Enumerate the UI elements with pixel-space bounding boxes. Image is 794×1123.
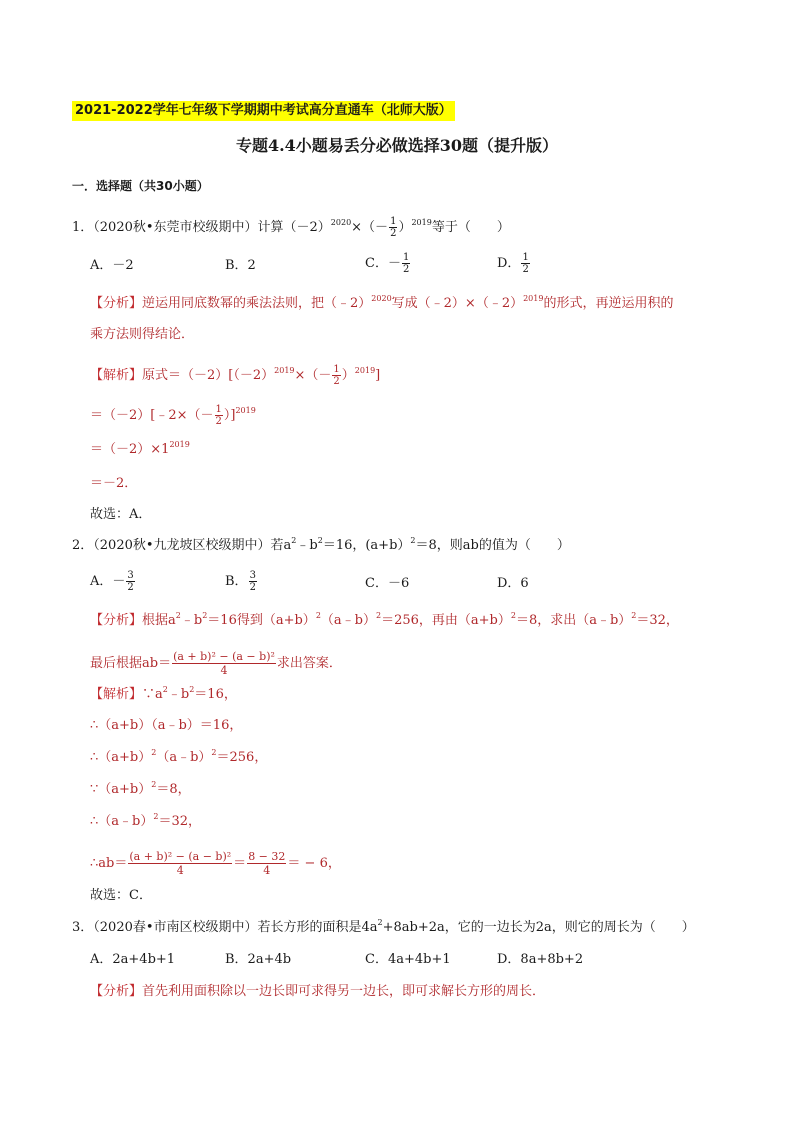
section-heading: 一．选择题（共30小题） bbox=[72, 179, 209, 193]
q3-stem: 3．（2020春•市南区校级期中）若长方形的面积是$4a^2+8ab+2a$，它的一边长为2a，则它的周长为（ ） bbox=[72, 918, 695, 935]
q2-solution-step3: $\therefore(a+b)^2(a﹣b)^2=256$， bbox=[90, 748, 268, 765]
q2-analysis-line2: 最后根据ab＝ $\frac{\text{(a + b)² − (a − b)²}}{4}$ 求出答案． bbox=[90, 650, 342, 677]
q1-option-a: A．－2 bbox=[90, 258, 134, 273]
q1-stem: 1．（2020秋•东莞市校级期中）计算$(-2)^{2020}\times(-$ $\frac{1}{2}$ ）$^{2019}$等于（ ） bbox=[72, 216, 510, 239]
q2-analysis: 【分析】根据$a^2﹣b^2=16$得到$(a+b)^2(a﹣b)^2=256$，再由$(a+b)^2=8$，求出（a﹣b）$^2$＝32， bbox=[90, 611, 679, 628]
q1-analysis-line2: 乘方法则得结论． bbox=[90, 327, 195, 342]
q2-option-c: C．－6 bbox=[365, 576, 410, 591]
q1-options bbox=[90, 252, 690, 282]
q1-analysis: 【分析】逆运用同底数幂的乘法法则，把（﹣2）$^{2020}$写成（﹣2）×（﹣2）$^{2019}$的形式，再逆运用积的 bbox=[90, 294, 674, 311]
q1-option-b: B．2 bbox=[225, 258, 256, 273]
q2-solution-step6: ∴ab＝ $\frac{\text{(a + b)² − (a − b)²}}{4}$ ＝ $\frac{8 - 32}{4}$ ＝ − 6， bbox=[90, 850, 341, 877]
q1-solution-step3: $=(-2)\times 1^{2019}$ bbox=[90, 440, 190, 457]
q2-solution-step2: ∴（a+b）（a﹣b）＝16， bbox=[90, 718, 243, 733]
series-banner: 2021-2022学年七年级下学期期中考试高分直通车（北师大版） bbox=[72, 101, 455, 121]
q2-answer: 故选：C． bbox=[90, 888, 152, 903]
q2-option-d: D．6 bbox=[497, 576, 529, 591]
q3-analysis: 【分析】首先利用面积除以一边长即可求得另一边长，即可求解长方形的周长． bbox=[90, 984, 546, 999]
q2-options bbox=[90, 570, 690, 600]
q1-answer: 故选：A． bbox=[90, 507, 152, 522]
page-title: 专题4.4小题易丢分必做选择30题（提升版） bbox=[235, 136, 559, 155]
q2-solution-step5: ∴（a﹣b）$^2$＝32， bbox=[90, 812, 201, 829]
q2-stem: 2．（2020秋•九龙坡区校级期中）若$a^2﹣b^2=16$，(a+b）$^2$＝8，则ab的值为（ ） bbox=[72, 536, 570, 553]
q3-option-c: C．4a+4b+1 bbox=[365, 952, 451, 967]
q1-solution-step2: ＝（－2）[﹣2×（－ $\frac{1}{2}$ ）]$^{2019}$ bbox=[90, 404, 256, 427]
q3-option-d: D．8a+8b+2 bbox=[497, 952, 584, 967]
q2-option-a: A．－ $\frac{3}{2}$ bbox=[90, 570, 134, 593]
q2-solution-step1: 【解析】$\because a^2﹣b^2=16$， bbox=[90, 685, 237, 702]
q2-solution-step4: $\because(a+b)^2=8$， bbox=[90, 780, 191, 797]
q1-option-c: C．－ $\frac{1}{2}$ bbox=[365, 252, 410, 275]
q3-options bbox=[90, 952, 690, 972]
q1-solution-step4: ＝－2． bbox=[90, 476, 138, 491]
q3-option-b: B．2a+4b bbox=[225, 952, 292, 967]
q1-solution-step1: 【解析】原式$=(-2)[(-2)^{2019}\times(-$ $\frac{1}{2}$ ）$^{2019}$] bbox=[90, 364, 381, 387]
q1-option-d: D． $\frac{1}{2}$ bbox=[497, 252, 529, 275]
q3-option-a: A．2a+4b+1 bbox=[90, 952, 176, 967]
q2-option-b: B． $\frac{3}{2}$ bbox=[225, 570, 256, 593]
